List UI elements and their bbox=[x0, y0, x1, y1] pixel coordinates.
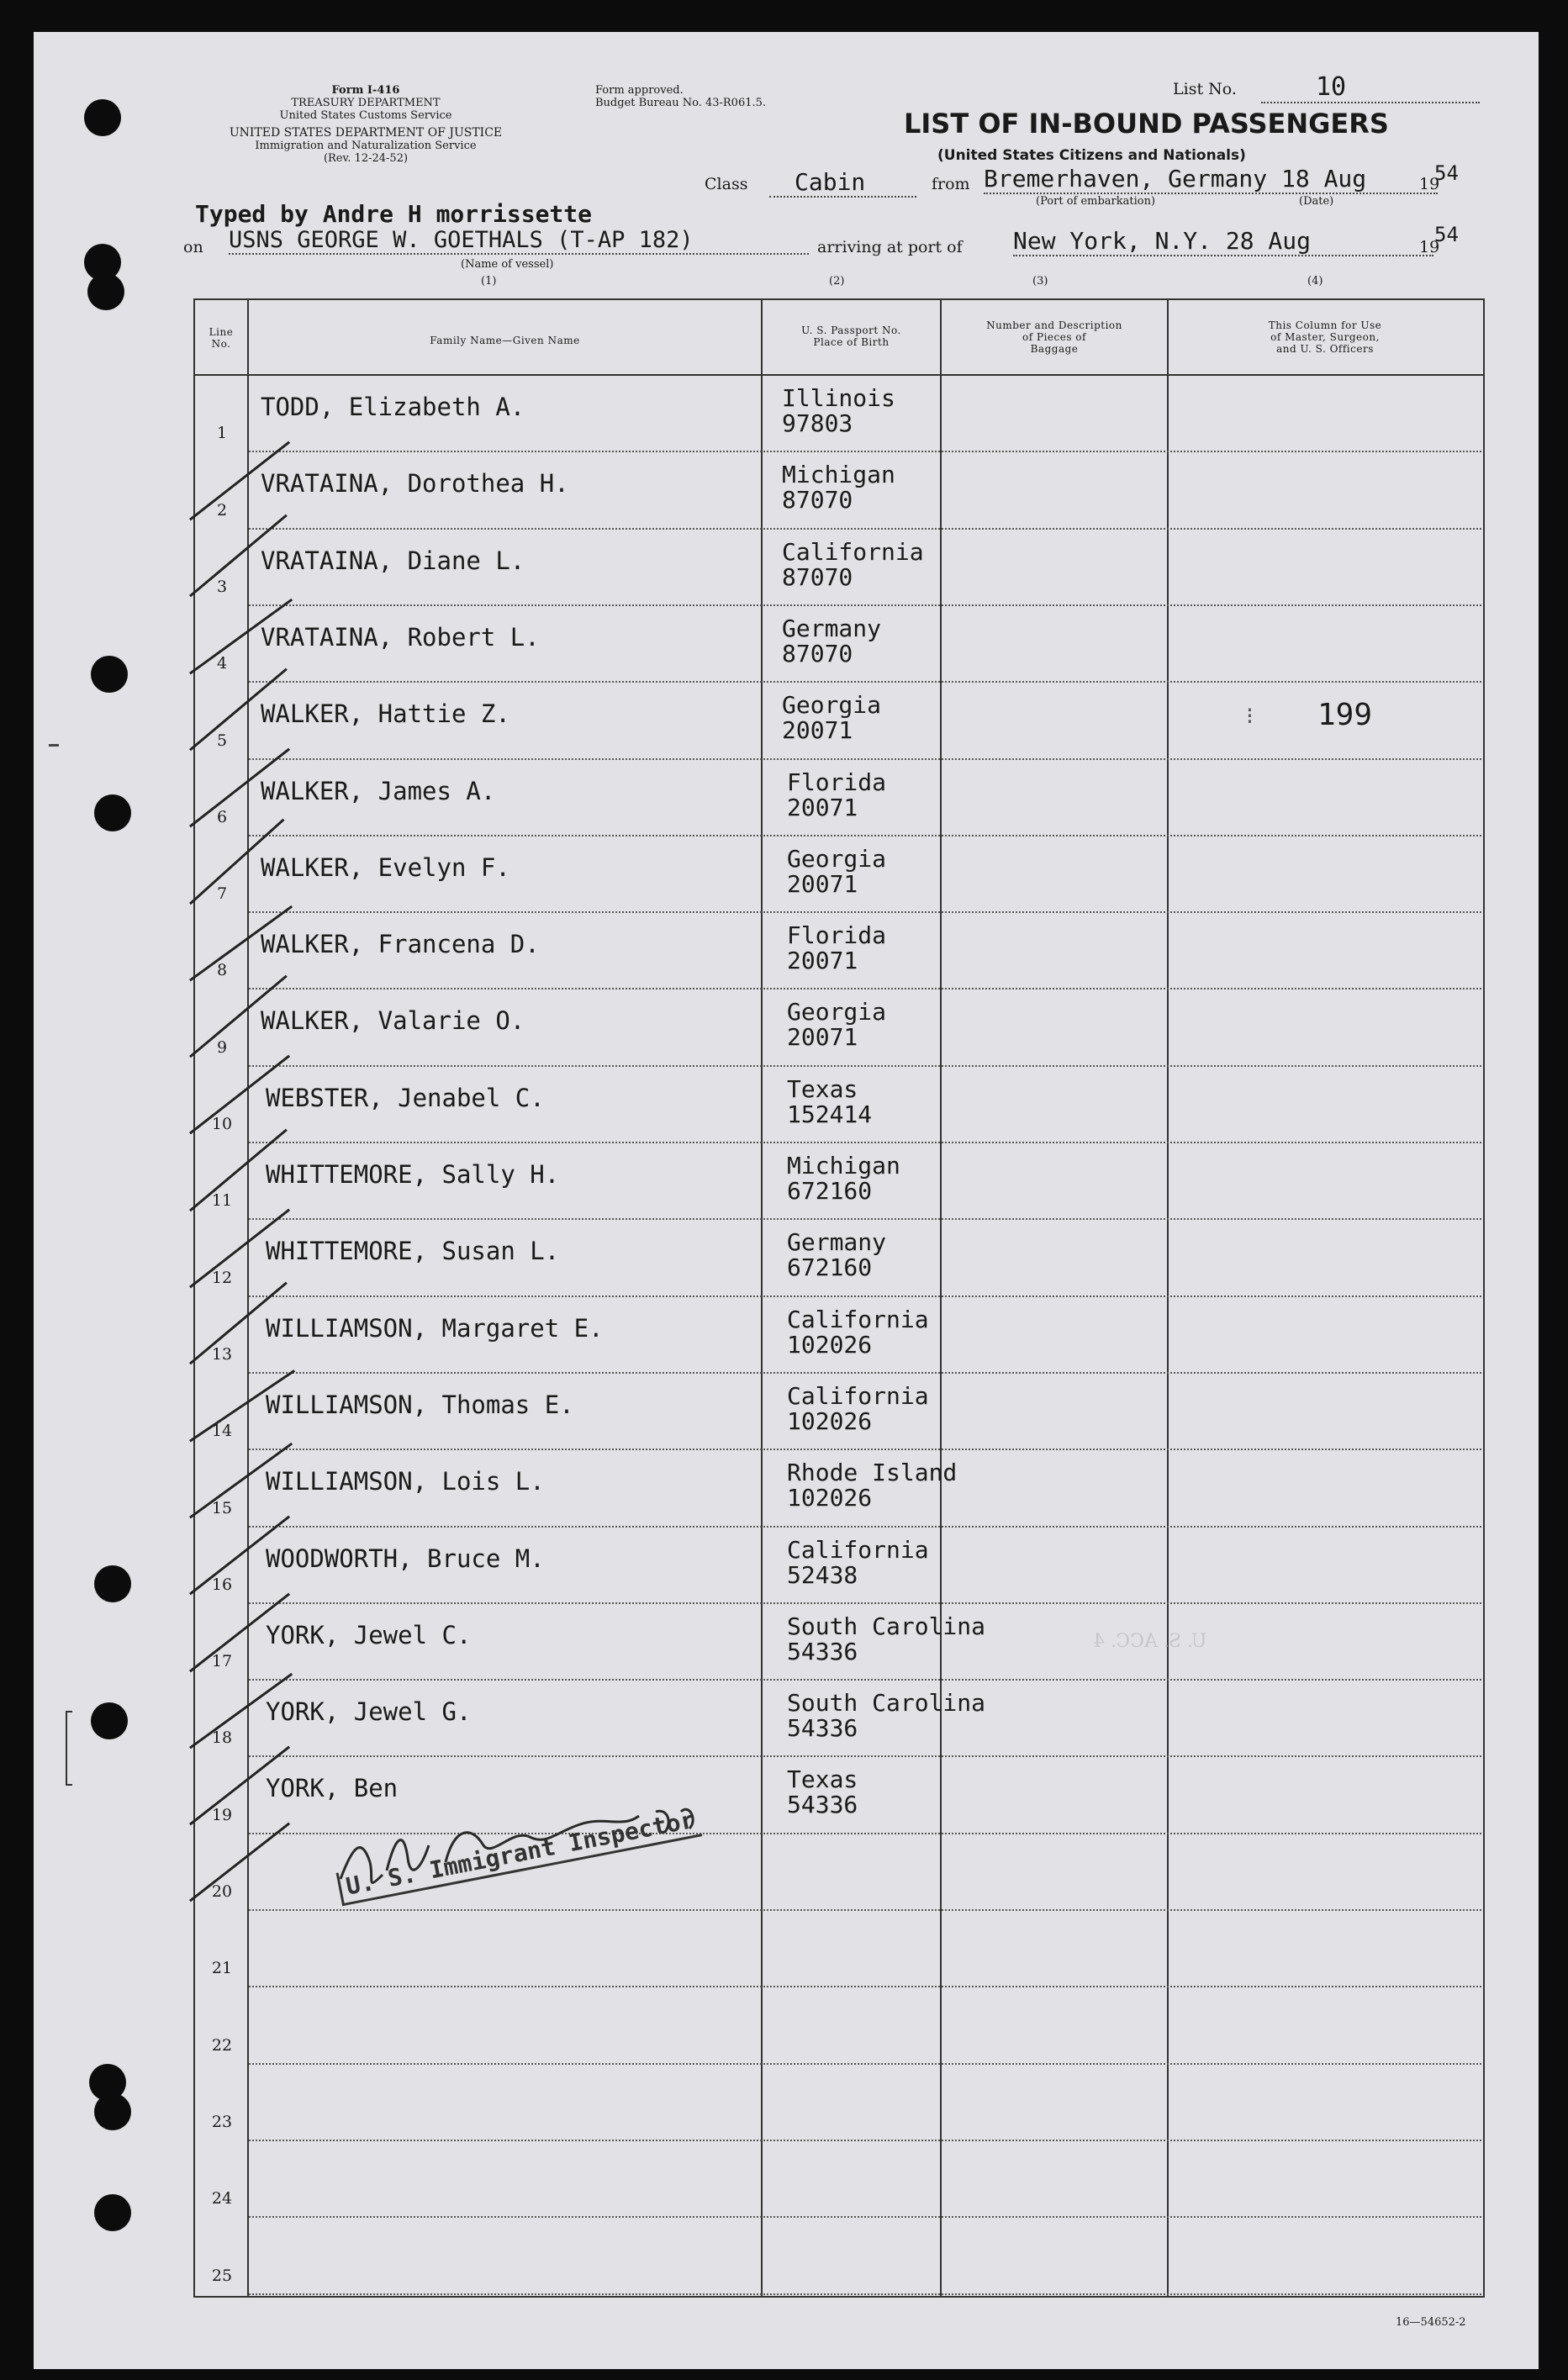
passenger-name: VRATAINA, Diane L. bbox=[261, 546, 525, 575]
col-passport bbox=[763, 325, 940, 348]
row-rule bbox=[249, 1526, 1481, 1528]
passport-number: 52438 bbox=[787, 1560, 858, 1589]
col-officers-line2: of Master, Surgeon, bbox=[1270, 331, 1380, 343]
line-number: 3 bbox=[216, 577, 228, 596]
punch-hole bbox=[94, 2194, 131, 2231]
list-number: 10 bbox=[1261, 72, 1480, 103]
passport-number: 87070 bbox=[782, 562, 853, 591]
row-rule bbox=[249, 758, 1481, 761]
col-officers-line1: This Column for Use bbox=[1268, 319, 1382, 331]
passport-number: 54336 bbox=[787, 1714, 858, 1743]
arriving-label: arriving at port of bbox=[817, 238, 963, 256]
line-number: 12 bbox=[211, 1268, 233, 1287]
line-number: 24 bbox=[211, 2189, 233, 2208]
row-rule bbox=[249, 1755, 1481, 1758]
from-label: from bbox=[932, 175, 970, 193]
passenger-name: WILLIAMSON, Lois L. bbox=[266, 1467, 545, 1496]
col-line-no: Line No. bbox=[209, 326, 234, 350]
punch-hole bbox=[94, 2093, 131, 2130]
row-rule bbox=[249, 911, 1481, 914]
passport-number: 87070 bbox=[782, 639, 853, 668]
line-number: 20 bbox=[211, 1882, 233, 1901]
passenger-name: YORK, Jewel C. bbox=[266, 1620, 472, 1649]
col-officers bbox=[1169, 319, 1481, 355]
passport-number: 20071 bbox=[782, 716, 853, 745]
caption-2: (2) bbox=[829, 275, 845, 288]
col-baggage-line2: of Pieces of bbox=[1022, 331, 1086, 343]
row-rule bbox=[249, 1142, 1481, 1144]
col-passport-line2: Place of Birth bbox=[813, 336, 890, 348]
line-number: 21 bbox=[211, 1959, 233, 1978]
passport-number: 97803 bbox=[782, 409, 853, 437]
place-of-birth: Illinois bbox=[782, 384, 895, 412]
col-name: Family Name—Given Name bbox=[430, 335, 580, 346]
list-number-label: List No. bbox=[1173, 80, 1237, 98]
passport-number: 54336 bbox=[787, 1791, 858, 1819]
passenger-name: WOODWORTH, Bruce M. bbox=[266, 1544, 545, 1573]
passport-number: 672160 bbox=[787, 1177, 873, 1205]
place-of-birth: Georgia bbox=[787, 844, 887, 873]
passenger-name: WHITTEMORE, Sally H. bbox=[266, 1160, 560, 1189]
line-number: 19 bbox=[211, 1805, 233, 1824]
row-rule bbox=[249, 1986, 1481, 1988]
header-divider bbox=[193, 374, 1483, 376]
passenger-name: YORK, Jewel G. bbox=[266, 1697, 472, 1727]
row-rule bbox=[249, 1372, 1481, 1375]
passport-number: 102026 bbox=[787, 1406, 873, 1435]
row-rule bbox=[249, 1065, 1481, 1068]
passenger-name: VRATAINA, Dorothea H. bbox=[261, 469, 569, 499]
vessel-caption: (Name of vessel) bbox=[461, 258, 554, 271]
date-caption: (Date) bbox=[1299, 195, 1334, 208]
arrival-year-prefix: 19 bbox=[1419, 238, 1440, 256]
passenger-name: WALKER, James A. bbox=[261, 776, 496, 805]
form-header bbox=[172, 84, 559, 165]
class-label: Class bbox=[705, 175, 748, 193]
passport-number: 87070 bbox=[782, 486, 853, 515]
line-number: 14 bbox=[211, 1422, 233, 1441]
col-passport-line1: U. S. Passport No. bbox=[801, 325, 901, 336]
place-of-birth: Germany bbox=[782, 614, 882, 642]
place-of-birth: California bbox=[787, 1305, 929, 1333]
place-of-birth: Florida bbox=[787, 921, 887, 950]
inspector-signature bbox=[336, 1778, 782, 1904]
passenger-name: VRATAINA, Robert L. bbox=[261, 622, 540, 652]
col-baggage bbox=[942, 319, 1167, 355]
passenger-name: WALKER, Hattie Z. bbox=[261, 699, 510, 729]
row-rule bbox=[249, 988, 1481, 990]
line-number: 6 bbox=[216, 807, 228, 826]
form-approved: Form approved. bbox=[595, 84, 684, 97]
embarkation: Bremerhaven, Germany 18 Aug bbox=[984, 165, 1438, 194]
place-of-birth: Florida bbox=[787, 768, 887, 796]
line-number: 2 bbox=[216, 500, 228, 520]
edge-mark bbox=[49, 744, 59, 747]
bleed-through: U. S. ACC. 4 bbox=[1093, 1631, 1207, 1652]
arrival-year: 54 bbox=[1434, 223, 1459, 246]
line-number: 15 bbox=[211, 1498, 233, 1517]
port-embark-caption: (Port of embarkation) bbox=[1036, 195, 1156, 208]
line-number: 9 bbox=[216, 1037, 228, 1057]
footer-code: 16—54652-2 bbox=[1396, 2316, 1466, 2329]
line-number: 17 bbox=[211, 1652, 233, 1671]
class-value: Cabin bbox=[769, 168, 916, 198]
passenger-name: WHITTEMORE, Susan L. bbox=[266, 1237, 560, 1266]
punch-hole bbox=[87, 273, 124, 310]
page-subtitle: (United States Citizens and Nationals) bbox=[937, 147, 1246, 164]
row-rule bbox=[249, 1449, 1481, 1451]
caption-1: (1) bbox=[481, 275, 497, 288]
passport-number: 672160 bbox=[787, 1253, 873, 1282]
place-of-birth: South Carolina bbox=[787, 1689, 986, 1718]
line-number: 13 bbox=[211, 1344, 233, 1364]
from-year: 54 bbox=[1434, 161, 1459, 185]
line-number: 11 bbox=[211, 1191, 233, 1211]
punch-hole bbox=[94, 1565, 131, 1602]
col-officers-line3: and U. S. Officers bbox=[1276, 343, 1374, 355]
place-of-birth: Texas bbox=[787, 1765, 858, 1794]
justice-department: UNITED STATES DEPARTMENT OF JUSTICE bbox=[229, 126, 503, 140]
punch-hole bbox=[84, 99, 121, 136]
vessel-name: USNS GEORGE W. GOETHALS (T-AP 182) bbox=[229, 227, 809, 255]
col-baggage-line3: Baggage bbox=[1030, 343, 1079, 355]
punch-hole bbox=[91, 1702, 128, 1739]
arrival-port: New York, N.Y. 28 Aug bbox=[1013, 227, 1433, 256]
passport-number: 54336 bbox=[787, 1637, 858, 1665]
revision-date: (Rev. 12-24-52) bbox=[323, 152, 409, 165]
passport-number: 20071 bbox=[787, 793, 858, 821]
passenger-name: WILLIAMSON, Thomas E. bbox=[266, 1390, 574, 1419]
passenger-name: WEBSTER, Jenabel C. bbox=[266, 1083, 545, 1112]
customs-service: United States Customs Service bbox=[279, 109, 452, 122]
edge-mark bbox=[66, 1711, 72, 1786]
ins-service: Immigration and Naturalization Service bbox=[255, 140, 477, 152]
row-rule bbox=[249, 1296, 1481, 1298]
passenger-name: WILLIAMSON, Margaret E. bbox=[266, 1313, 604, 1343]
place-of-birth: Michigan bbox=[787, 1152, 900, 1179]
place-of-birth: Texas bbox=[787, 1074, 858, 1103]
row-rule bbox=[249, 1218, 1481, 1221]
row-rule bbox=[249, 528, 1481, 530]
place-of-birth: Germany bbox=[787, 1228, 887, 1257]
line-number: 22 bbox=[211, 2035, 233, 2055]
form-number: Form I-416 bbox=[331, 84, 400, 97]
passport-number: 20071 bbox=[787, 947, 858, 975]
row-rule bbox=[249, 1679, 1481, 1681]
row-rule bbox=[249, 2140, 1481, 2142]
row-rule bbox=[249, 2216, 1481, 2219]
punch-hole bbox=[94, 794, 131, 831]
punch-hole bbox=[91, 656, 128, 693]
place-of-birth: Georgia bbox=[787, 998, 887, 1026]
place-of-birth: California bbox=[782, 537, 924, 566]
line-number: 10 bbox=[211, 1115, 233, 1133]
line-number: 25 bbox=[211, 2266, 233, 2285]
place-of-birth: Michigan bbox=[782, 461, 895, 489]
passport-number: 20071 bbox=[787, 869, 858, 898]
line-number: 23 bbox=[211, 2112, 233, 2131]
caption-4: (4) bbox=[1307, 275, 1323, 288]
line-number: 4 bbox=[216, 654, 228, 673]
passenger-table bbox=[193, 298, 1485, 2298]
passenger-name: YORK, Ben bbox=[266, 1774, 399, 1803]
row-rule bbox=[249, 1602, 1481, 1605]
row-rule bbox=[249, 681, 1481, 683]
approval bbox=[595, 84, 766, 109]
on-label: on bbox=[183, 238, 203, 256]
inspector-stamp-text: U. S. Immigrant Inspector bbox=[336, 1803, 703, 1907]
line-number: 5 bbox=[216, 731, 228, 750]
passenger-name: WALKER, Valarie O. bbox=[261, 1006, 525, 1036]
row-rule bbox=[249, 2063, 1481, 2066]
budget-bureau: Budget Bureau No. 43-R061.5. bbox=[595, 97, 767, 109]
page-title: LIST OF IN-BOUND PASSENGERS bbox=[904, 108, 1389, 140]
passport-number: 152414 bbox=[787, 1100, 873, 1128]
line-number: 7 bbox=[216, 884, 228, 904]
passport-number: 20071 bbox=[787, 1023, 858, 1052]
row-rule bbox=[249, 1909, 1481, 1912]
place-of-birth: Rhode Island bbox=[787, 1459, 958, 1487]
line-number: 8 bbox=[216, 961, 228, 980]
place-of-birth: California bbox=[787, 1535, 929, 1564]
officer-annotation: 199 bbox=[1317, 698, 1373, 732]
place-of-birth: Georgia bbox=[782, 691, 882, 720]
row-rule bbox=[249, 2293, 1481, 2296]
row-rule bbox=[249, 604, 1481, 607]
row-rule bbox=[249, 451, 1481, 453]
caption-3: (3) bbox=[1032, 275, 1048, 288]
place-of-birth: California bbox=[787, 1381, 929, 1410]
col-baggage-line1: Number and Description bbox=[986, 319, 1122, 331]
line-number: 16 bbox=[211, 1575, 233, 1594]
line-number: 1 bbox=[216, 424, 228, 443]
row-rule bbox=[249, 835, 1481, 837]
line-number: 18 bbox=[211, 1728, 233, 1748]
treasury-department: TREASURY DEPARTMENT bbox=[291, 97, 441, 109]
passenger-name: WALKER, Evelyn F. bbox=[261, 852, 510, 882]
passenger-name: TODD, Elizabeth A. bbox=[261, 393, 525, 421]
typed-by: Typed by Andre H morrissette bbox=[195, 200, 593, 228]
place-of-birth: South Carolina bbox=[787, 1612, 986, 1640]
officer-bracket: ⁝ bbox=[1246, 702, 1254, 730]
from-year-prefix: 19 bbox=[1419, 175, 1440, 193]
passport-number: 102026 bbox=[787, 1484, 873, 1512]
passenger-name: WALKER, Francena D. bbox=[261, 930, 540, 959]
passport-number: 102026 bbox=[787, 1330, 873, 1359]
